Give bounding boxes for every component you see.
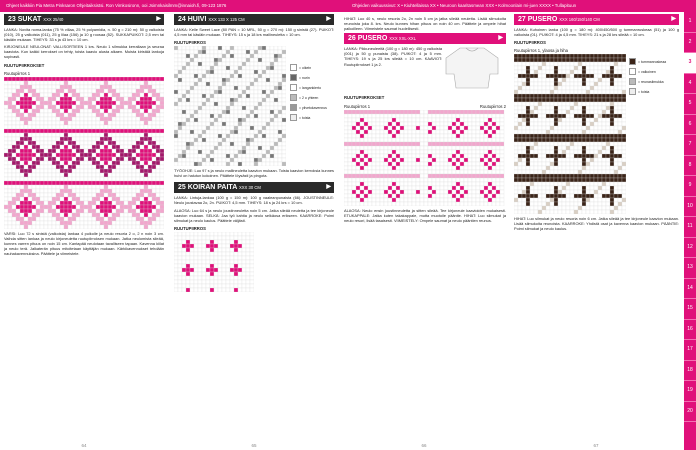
side-tab-20[interactable]: 20 [684, 402, 696, 423]
materials-text: LANKA: Novita noma-lanka (75 % villaa, 25 % polyamidia, n. 50 g = 210 m): 50 g valkoista (010), 25 g valkoista (011), 25 g lilaa (156) ja 10 g roosaa (52). SUKKAPUIKOT: 2,5 mm tai käsiäin mukaan. TIHEYS: 33 s ja 43 krs = 10 cm. [4, 27, 164, 43]
section-size: XXX 160/150/140 CM [559, 17, 600, 22]
side-tab-strip [684, 12, 696, 450]
section-size: XXX 30 CM [238, 185, 261, 191]
continued-text: HIHAT: Luo 40 s, neulo resoria 2o, 2n noin 5 cm ja jatka sileää neuletta. Lisää silmukoita reunoista joka 8. krs. Neulo kunnes hihan pituus on noin 40 cm. Päättele ja ompele hihat paikoilleen. Viimeistele saumat huolellisesti. [344, 16, 506, 32]
running-header [0, 0, 696, 12]
section-size: XXX XXL-XXL [389, 36, 417, 42]
chart-heading: RUUTUPIIRROS [174, 40, 206, 46]
lace-chart [174, 46, 286, 166]
section-title: 27 PUSERO [518, 16, 558, 23]
legend-swatch [629, 78, 636, 85]
sweater-diagram [442, 44, 502, 92]
section-title: 24 HUIVI [178, 16, 207, 23]
legend-item [290, 64, 327, 71]
chart-heading: RUUTUPIIRROS [174, 225, 206, 231]
side-tab-16[interactable]: 16 [684, 320, 696, 341]
legend-label: = reunasilmukka [638, 79, 664, 84]
pattern-text: KIRJONEULE NEULONAT: VALLISORTIEEN 1 krs. Neulo 1 silmukka kerrallaan ja seuraa kaaviota. Kun kaikki kerrokset on tehty, toista kaavio alusta alkaen. Muista kiristää lankoja sopivasti. [4, 44, 164, 60]
arrow-icon: ▶ [156, 16, 161, 22]
side-tab-8[interactable]: 8 [684, 156, 696, 177]
section-27-sweater [514, 14, 679, 440]
work-text: TYÖOHJE: Luo 97 s ja neulo mallineuletta kaavion mukaan. Toista kaavion kerroksia kunnes huivi on halutun kokoinen. Päättele löysästi ja pingota. [174, 168, 334, 179]
side-tab-18[interactable]: 18 [684, 361, 696, 382]
legend-item [629, 78, 666, 85]
side-tab-5[interactable]: 5 [684, 94, 696, 115]
side-tab-13[interactable]: 13 [684, 258, 696, 279]
section-23-socks [4, 14, 164, 440]
side-tab-1[interactable]: 1 [684, 12, 696, 33]
section-size: XXX 25/40 [43, 17, 64, 22]
page-number: 64 [81, 443, 87, 448]
body-text: ALAOSA: Neulo ensin joustinneuletta ja sitten sileää. Tee kirjoneule kaavioiden mukaisesti. ETUKAPPALE: Jatka kuten takakappale, mutta muotoile pääntie. HIHAT: Luo silmukat ja neulo resori, lisää tasaisesti. VIIMEISTELY: Ompele saumat ja neulo pääntien reunus. [344, 208, 506, 224]
legend-swatch [290, 74, 297, 81]
chart-legend [629, 58, 666, 214]
running-header-left: Ohjeet kaikkiin Pia Metra Pinksaron Ohjeitaiksistsi. Ron Vimkosironn, ooi Jsimnkaisilmm@innaioh.fi, 09-123 1876 [6, 3, 227, 8]
legend-label: = toista [299, 115, 311, 120]
legend-swatch [629, 68, 636, 75]
side-tab-10[interactable]: 10 [684, 197, 696, 218]
legend-swatch [629, 58, 636, 65]
legend-swatch [629, 88, 636, 95]
legend-label: = 2 o yhteen [299, 95, 319, 100]
side-tab-12[interactable]: 12 [684, 238, 696, 259]
chart-legend [290, 64, 327, 166]
legend-swatch [290, 114, 297, 121]
legend-item [290, 94, 327, 101]
arrow-icon: ▶ [326, 16, 331, 22]
legend-item [290, 104, 327, 111]
side-tab-4[interactable]: 4 [684, 74, 696, 95]
materials-text: LANKA: Pikkuneuleeitä (100 g = 180 m): 450 g valkoista (001) ja 50 g punaista (38). PUIKOT: 4 ja 5 mm. TIHEYS: 19 s ja 25 krs sileää = 10 cm. KAAVIOT: Ruutupiirrokset 1 ja 2. [344, 46, 442, 67]
side-tab-6[interactable]: 6 [684, 115, 696, 136]
chart-label: Ruutupiirros 1, ylaosa ja hiha [514, 48, 569, 54]
side-tab-9[interactable]: 9 [684, 176, 696, 197]
section-24-shawl [174, 14, 334, 440]
chart-heading: RUUTUPIIRROKSET [4, 62, 45, 68]
body-text: VARSI: Luo 72 s sinistä (valkoista) lankaa 4 puikolle ja neulo resoria 2 o, 2 n noin 3 cm. Vaihda sitten lankaa ja neulo kirjoneuletta ruutupiirroksen mukaan. Jatka neulomista sileää, kunnes varren pituus on noin 15 cm. Kantapää neulotaan tavalliseen tapaan. Kavenna kiilat ja neulo terä. Jalkaterän pituus mitoitetaan käyttäjän mukaan. Kärkikavennukset tehdään nauhakavennuksina. Päättele ja viimeistele. [4, 230, 164, 256]
legend-item [290, 114, 327, 121]
section-header [4, 14, 164, 25]
arrow-icon: ▶ [326, 184, 331, 191]
side-tab-2[interactable]: 2 [684, 33, 696, 54]
colorwork-chart [514, 54, 626, 214]
body-text: ALAOSA: Luo 64 s ja neulo joustinneuletta noin 5 cm. Jatka sileää neuletta ja tee kirjoneule kaavion mukaan. SELKÄ: Jaa työ kahtia ja neulo selkäosa erikseen. KAARROKE: Poimi silmukat ja neulo kaulus. Päättele väljästi. [174, 207, 334, 223]
section-header [174, 14, 334, 25]
knitting-chart [4, 77, 164, 229]
chart-label: Ruutupiirros 1 [344, 104, 371, 110]
chart-label: Ruutupiirros 2 [479, 104, 506, 110]
section-26-sweater [344, 14, 506, 440]
legend-label: = langankierto [299, 85, 322, 90]
legend-swatch [290, 94, 297, 101]
legend-swatch [290, 64, 297, 71]
side-tab-11[interactable]: 11 [684, 217, 696, 238]
section-title: 25 KOIRAN PAITA [178, 184, 237, 192]
chart-heading: RUUTUPIIRROS [514, 40, 546, 46]
legend-label: = ylivetokavennus [299, 105, 327, 110]
legend-label: = valkoinen [638, 69, 656, 74]
side-tab-3[interactable]: 3 [684, 53, 696, 74]
section-size: XXX 133 X 125 CM [208, 17, 245, 22]
side-tab-14[interactable]: 14 [684, 279, 696, 300]
page-number: 67 [593, 443, 599, 448]
side-tab-7[interactable]: 7 [684, 135, 696, 156]
legend-label: = nurin [299, 75, 310, 80]
section-header [344, 33, 506, 44]
page-number: 65 [251, 443, 257, 448]
page-number: 66 [421, 443, 427, 448]
side-tab-17[interactable]: 17 [684, 340, 696, 361]
sweater-chart [344, 110, 506, 206]
body-text: HIHAT: Luo silmukat ja neulo resoria noin 6 cm. Jatka sileää ja tee kirjoneule kaavion mukaan. Lisää silmukoita reunoista. KAARROKE: Yhdistä osat ja kavenna kaavion mukaan. PÄÄNTIE: Poimi silmukat ja neulo kaulus. [514, 216, 679, 232]
section-title: 26 PUSERO [348, 35, 388, 43]
materials-text: LANKA: Kelle Sweet Lace (80 PAN = 10 MRL, 50 g = 270 m): 150 g sinistä (27). PUIKOT: 4,5 mm tai käsiäin mukaan. TIHEYS: 15 s ja 18 krs mallineuletta = 10 cm. [174, 27, 334, 38]
materials-text: LANKA: Lintuja-lankaa (100 g = 150 m): 100 g vaaleanpunaista (66). JOUSTINNEULE: Neulo joustavaa 2o, 2n. PUIKOT: 4,5 mm. TIHEYS: 18 s ja 24 krs = 10 cm. [174, 195, 334, 206]
chart-heading: RUUTUPIIRROKSET [344, 95, 385, 101]
legend-label: = oikein [299, 65, 312, 70]
arrow-icon: ▶ [498, 35, 503, 42]
materials-text: LANKA: Kuhoinen lanka (100 g = 180 m): 400/450/500 g tummanruskeaa (51) ja 100 g valkoista (01). PUIKOT: 4 ja 4,5 mm. TIHEYS: 21 s ja 28 krs sileää = 10 cm. [514, 27, 679, 38]
side-tab-15[interactable]: 15 [684, 299, 696, 320]
legend-swatch [290, 84, 297, 91]
section-header [514, 14, 679, 25]
section-title: 23 SUKAT [8, 16, 42, 23]
legend-item [629, 68, 666, 75]
legend-item [290, 74, 327, 81]
dog-sweater-chart [174, 232, 254, 292]
section-header [174, 182, 334, 193]
legend-swatch [290, 104, 297, 111]
legend-item [629, 58, 666, 65]
side-tab-19[interactable]: 19 [684, 381, 696, 402]
legend-label: = tummanruskeaa [638, 59, 667, 64]
legend-label: = toista [638, 89, 650, 94]
arrow-icon: ▶ [671, 16, 676, 22]
legend-item [629, 88, 666, 95]
legend-item [290, 84, 327, 91]
chart-label: Ruutupiirros 1 [4, 70, 31, 76]
running-header-right: Ohjeiden vaikuussivut: X • Kiuhtellaissa XX • Neuroon kaaritasmean XXX • Kolmoonlain mi-juen XXXX • Tullapituun [352, 3, 577, 8]
